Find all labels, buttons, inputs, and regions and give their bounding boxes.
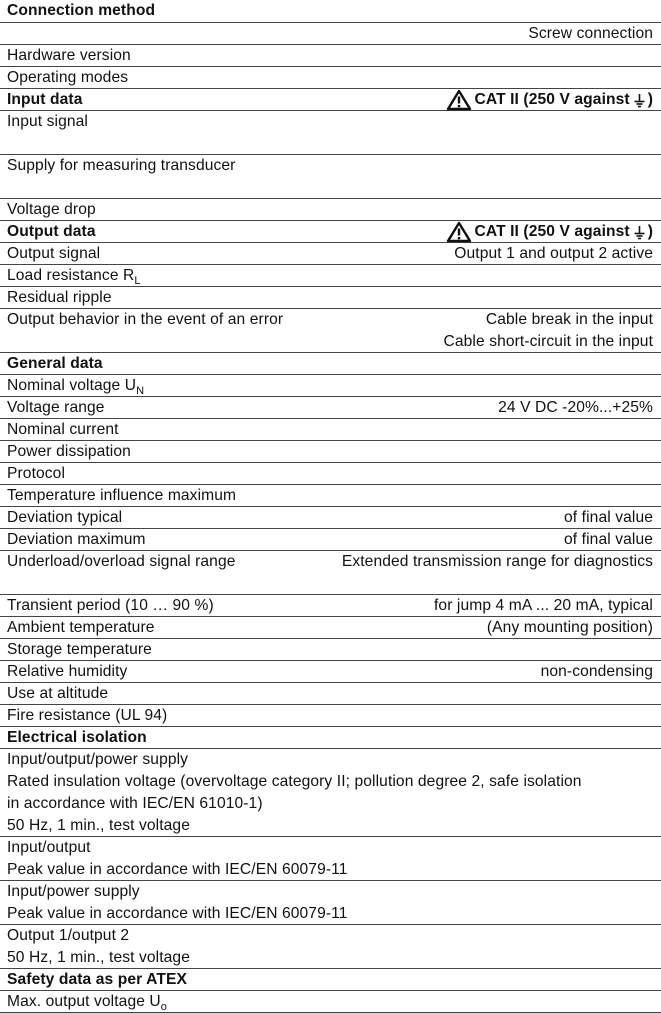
residual-ripple-label: Residual ripple [7, 289, 112, 306]
voltage-range-row [0, 397, 661, 419]
nominal-voltage-subscript: N [136, 385, 145, 397]
connection-method-row [0, 0, 661, 23]
voltage-drop-label: Voltage drop [7, 201, 96, 218]
input-output-row [0, 837, 661, 881]
output-cat-label: CAT II (250 V against [474, 223, 630, 240]
nominal-current-row [0, 419, 661, 441]
ambient-temp-value: (Any mounting position) [486, 619, 653, 636]
load-resistance-row [0, 265, 661, 287]
electrical-isolation-heading: Electrical isolation [7, 729, 147, 746]
humidity-row [0, 661, 661, 683]
input-cat-label: CAT II (250 V against [474, 91, 630, 108]
power-dissipation-row [0, 441, 661, 463]
storage-temp-row [0, 639, 661, 661]
output-signal-row [0, 243, 661, 265]
input-data-row [0, 89, 661, 111]
input-power-row [0, 881, 661, 925]
voltage-drop-row [0, 199, 661, 221]
output-cat-rating [446, 221, 654, 243]
iop-title: Input/output/power supply [7, 751, 189, 768]
deviation-typical-row [0, 507, 661, 529]
ambient-temp-row [0, 617, 661, 639]
residual-ripple-row [0, 287, 661, 309]
transient-period-row [0, 595, 661, 617]
error-behavior-row [0, 309, 661, 353]
iop-rated-insulation: Rated insulation voltage (overvoltage category II; pollution degree 2, safe isolation [7, 773, 582, 790]
deviation-maximum-row [0, 529, 661, 551]
ip-peak-value: Peak value in accordance with IEC/EN 60079-11 [7, 905, 348, 922]
fire-resistance-label: Fire resistance (UL 94) [7, 707, 168, 724]
error-behavior-value-1: Cable break in the input [485, 311, 653, 328]
signal-range-label: Underload/overload signal range [7, 553, 236, 570]
transient-period-value: for jump 4 mA ... 20 mA, typical [434, 597, 653, 614]
supply-transducer-row [0, 155, 661, 199]
max-output-voltage-subscript: o [160, 1001, 168, 1013]
humidity-label: Relative humidity [7, 663, 128, 680]
connection-method-value: Screw connection [528, 25, 653, 42]
deviation-maximum-value: of final value [564, 531, 653, 548]
input-signal-label: Input signal [7, 113, 88, 130]
ground-icon [634, 225, 645, 240]
supply-transducer-label: Supply for measuring transducer [7, 157, 236, 174]
voltage-range-label: Voltage range [7, 399, 105, 416]
deviation-typical-label: Deviation typical [7, 509, 123, 526]
ambient-temp-label: Ambient temperature [7, 619, 155, 636]
output-data-row [0, 221, 661, 243]
ip-title: Input/power supply [7, 883, 140, 900]
oo-test-voltage: 50 Hz, 1 min., test voltage [7, 949, 190, 966]
error-behavior-value-2: Cable short-circuit in the input [443, 333, 653, 350]
error-behavior-label: Output behavior in the event of an error [7, 311, 284, 328]
load-resistance-subscript: L [134, 275, 141, 287]
load-resistance-label [7, 265, 141, 287]
safety-data-row [0, 969, 661, 991]
output-signal-value: Output 1 and output 2 active [454, 245, 653, 262]
connection-method-heading: Connection method [7, 2, 156, 19]
output-cat-close: ) [647, 223, 653, 240]
iop-iec-reference: in accordance with IEC/EN 61010-1) [7, 795, 263, 812]
electrical-isolation-row [0, 727, 661, 749]
deviation-typical-value: of final value [564, 509, 653, 526]
altitude-row [0, 683, 661, 705]
protocol-row [0, 463, 661, 485]
input-cat-close: ) [647, 91, 653, 108]
warning-triangle-icon [446, 221, 472, 243]
nominal-voltage-label [7, 375, 144, 397]
input-signal-row [0, 111, 661, 155]
altitude-label: Use at altitude [7, 685, 109, 702]
storage-temp-label: Storage temperature [7, 641, 152, 658]
temp-influence-label: Temperature influence maximum [7, 487, 237, 504]
voltage-range-value: 24 V DC -20%...+25% [498, 399, 653, 416]
operating-modes-row [0, 67, 661, 89]
input-data-heading: Input data [7, 91, 83, 108]
general-data-heading: General data [7, 355, 103, 372]
operating-modes-label: Operating modes [7, 69, 129, 86]
load-resistance-text: Load resistance R [7, 267, 135, 284]
hardware-version-row [0, 45, 661, 67]
safety-data-heading: Safety data as per ATEX [7, 971, 187, 988]
io-peak-value: Peak value in accordance with IEC/EN 60079-11 [7, 861, 348, 878]
iop-test-voltage: 50 Hz, 1 min., test voltage [7, 817, 190, 834]
output-output-row [0, 925, 661, 969]
output-signal-label: Output signal [7, 245, 101, 262]
connection-method-value-row [0, 23, 661, 45]
humidity-value: non-condensing [540, 663, 653, 680]
nominal-voltage-row [0, 375, 661, 397]
hardware-version-label: Hardware version [7, 47, 131, 64]
temp-influence-row [0, 485, 661, 507]
max-output-voltage-text: Max. output voltage U [7, 993, 161, 1010]
nominal-voltage-text: Nominal voltage U [7, 377, 137, 394]
io-title: Input/output [7, 839, 91, 856]
signal-range-row [0, 551, 661, 595]
deviation-maximum-label: Deviation maximum [7, 531, 146, 548]
ground-icon [634, 93, 645, 108]
nominal-current-label: Nominal current [7, 421, 119, 438]
transient-period-label: Transient period (10 … 90 %) [7, 597, 214, 614]
warning-triangle-icon [446, 89, 472, 111]
fire-resistance-row [0, 705, 661, 727]
protocol-label: Protocol [7, 465, 66, 482]
oo-title: Output 1/output 2 [7, 927, 130, 944]
output-data-heading: Output data [7, 223, 96, 240]
power-dissipation-label: Power dissipation [7, 443, 131, 460]
signal-range-value: Extended transmission range for diagnostics [341, 553, 653, 570]
input-output-power-row [0, 749, 661, 837]
input-cat-rating [446, 89, 654, 111]
general-data-row [0, 353, 661, 375]
